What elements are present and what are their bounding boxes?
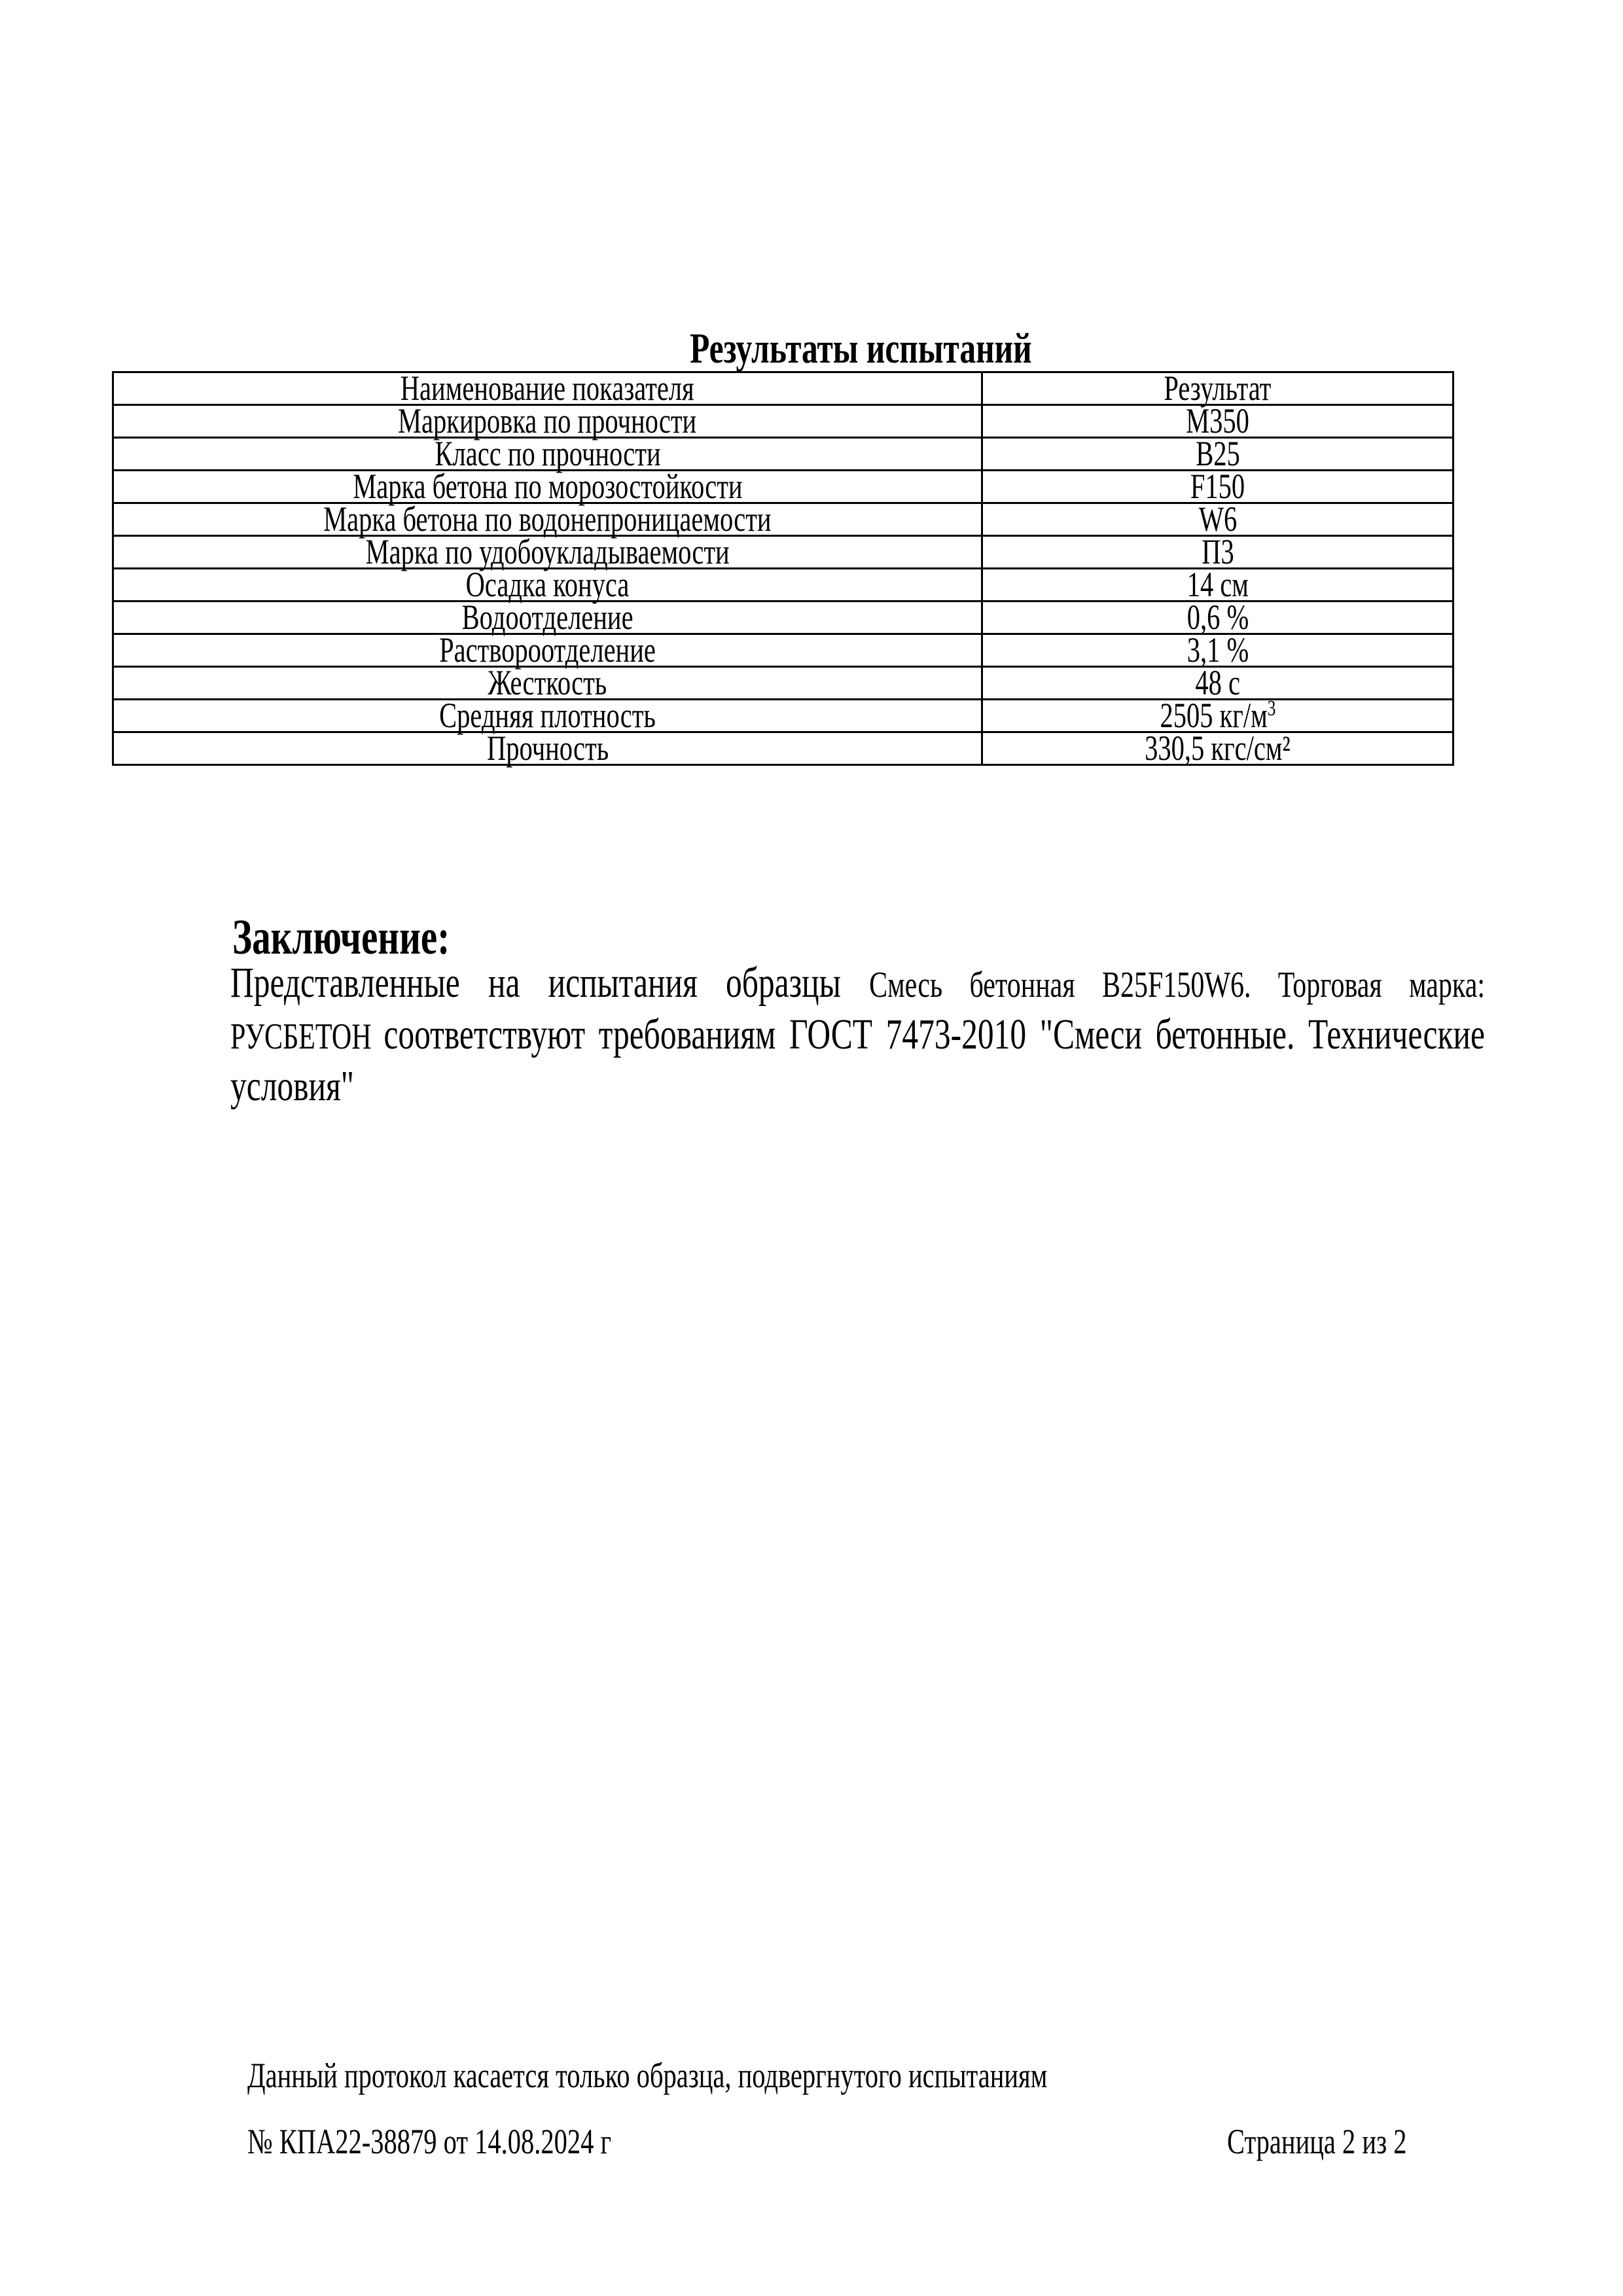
results-table-wrap	[112, 368, 1454, 768]
table-row	[113, 667, 1454, 700]
table-row	[113, 405, 1454, 438]
result-value-cell: 48 с	[982, 667, 1454, 700]
conclusion-text-segment: соответствуют требованиям ГОСТ 7473-2010 "Смеси бетонные. Технические	[383, 1011, 1486, 1058]
conclusion-line	[230, 1010, 1485, 1062]
indicator-name-cell: Осадка конуса	[113, 569, 982, 601]
conclusion-line	[230, 1062, 1485, 1111]
conclusion-line	[230, 958, 1485, 1010]
indicator-name-cell: Марка по удобоукладываемости	[113, 536, 982, 569]
table-row	[113, 601, 1454, 634]
result-header-cell: Результат	[982, 372, 1454, 405]
table-row	[113, 536, 1454, 569]
table-row	[113, 569, 1454, 601]
result-value-cell: 0,6 %	[982, 601, 1454, 634]
result-value-cell: В25	[982, 438, 1454, 471]
superscript: 3	[1267, 696, 1276, 721]
indicator-name-cell: Жесткость	[113, 667, 982, 700]
result-value-cell: 14 см	[982, 569, 1454, 601]
indicator-name-cell: Марка бетона по морозостойкости	[113, 471, 982, 503]
result-value-cell: 3,1 %	[982, 634, 1454, 667]
table-row	[113, 471, 1454, 503]
indicator-header-cell: Наименование показателя	[113, 372, 982, 405]
conclusion-text-segment: РУСБЕТОН	[230, 1016, 384, 1057]
indicator-name-cell: Прочность	[113, 732, 982, 765]
protocol-number: № КПА22-38879 от 14.08.2024 г	[247, 2122, 612, 2161]
table-row	[113, 503, 1454, 536]
conclusion-paragraph	[230, 958, 1485, 1111]
conclusion-heading: Заключение:	[232, 910, 450, 965]
indicator-name-cell: Маркировка по прочности	[113, 405, 982, 438]
indicator-name-cell: Средняя плотность	[113, 700, 982, 732]
results-title-text: Результаты испытаний	[689, 325, 1032, 372]
conclusion-text-segment: условия"	[230, 1062, 355, 1110]
results-title	[0, 327, 1623, 370]
conclusion-text-segment: Смесь бетонная B25F150W6. Торговая марка:	[869, 965, 1485, 1005]
result-value-cell: F150	[982, 471, 1454, 503]
table-row	[113, 634, 1454, 667]
table-row	[113, 732, 1454, 765]
indicator-name-cell: Класс по прочности	[113, 438, 982, 471]
conclusion-text-segment: Представленные на испытания образцы	[230, 959, 870, 1007]
table-row	[113, 700, 1454, 732]
footer-disclaimer: Данный протокол касается только образца, подвергнутого испытаниям	[247, 2056, 1048, 2095]
page-number: Страница 2 из 2	[1227, 2122, 1407, 2161]
result-value-cell: 2505 $кг/м^3$	[982, 700, 1454, 732]
result-value-cell: М350	[982, 405, 1454, 438]
indicator-name-cell: Водоотделение	[113, 601, 982, 634]
results-table	[112, 368, 1454, 768]
table-row	[113, 438, 1454, 471]
result-value-cell: 330,5 кгс/см²	[982, 732, 1454, 765]
result-value-cell: W6	[982, 503, 1454, 536]
result-value-cell: П3	[982, 536, 1454, 569]
indicator-name-cell: Марка бетона по водонепроницаемости	[113, 503, 982, 536]
indicator-name-cell: Раствороотделение	[113, 634, 982, 667]
table-header-row	[113, 372, 1454, 405]
